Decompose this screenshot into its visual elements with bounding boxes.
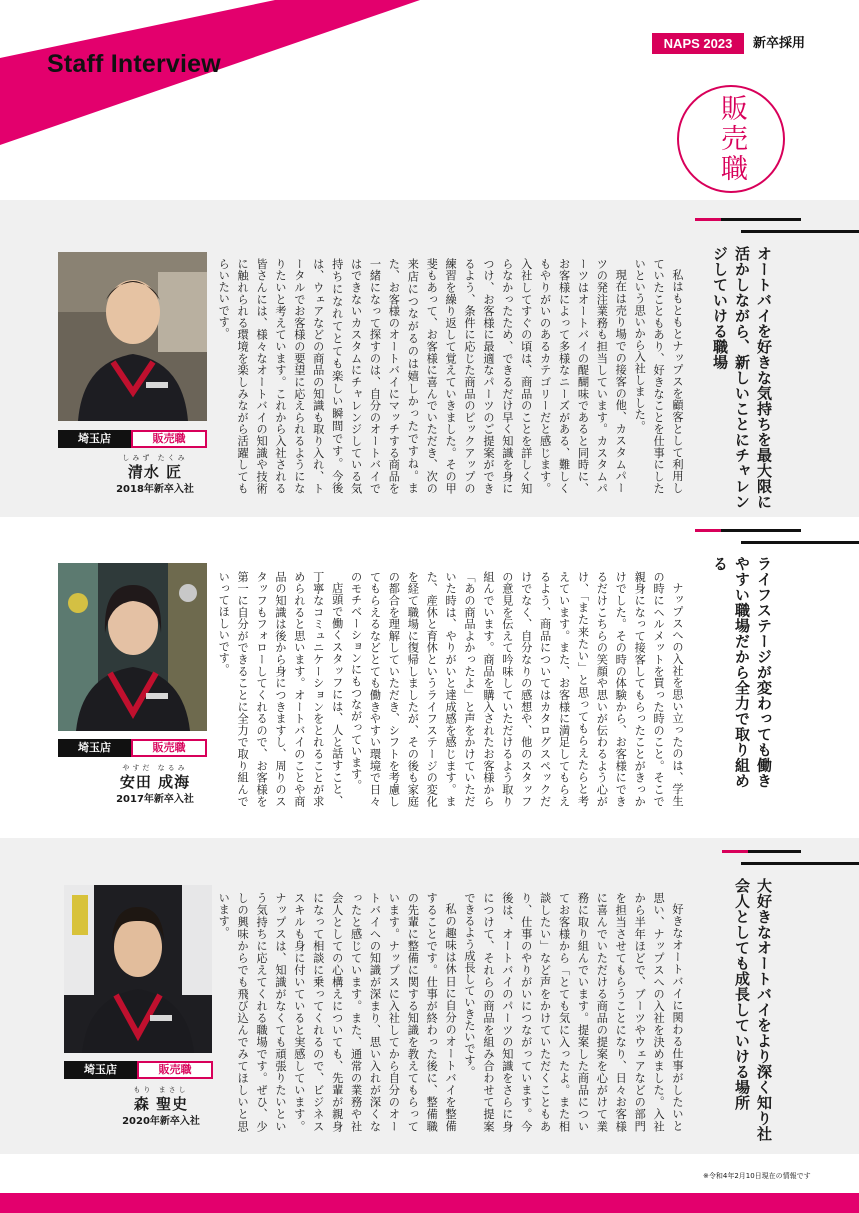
store-label-3: 埼玉店 <box>64 1061 137 1079</box>
staff-name-2: 安田 成海 <box>119 773 191 791</box>
interview-body-3 <box>217 892 686 1132</box>
staff-name-3: 森 聖史 <box>133 1095 189 1113</box>
footnote: ※令和4年2月10日現在の情報です <box>703 1172 811 1180</box>
heading-rule-2b <box>741 541 859 544</box>
interview-body-2 <box>217 571 686 807</box>
dept-label-3: 販売職 <box>137 1061 213 1079</box>
paragraph: 私はもともとナップスを顧客として利用していたこともあり、好きなことを仕事にしたいという思いから入社しました。 <box>633 258 684 494</box>
staff-name-1: 清水 匠 <box>127 463 183 481</box>
role-circle <box>677 85 785 193</box>
dept-label-2: 販売職 <box>131 739 207 757</box>
interview-heading-2: ライフステージが変わっても働きやすい職場だから全力で取り組める <box>711 556 773 789</box>
name-ruby-2: やすだ なるみ <box>122 764 188 772</box>
store-label-2: 埼玉店 <box>58 739 131 757</box>
paragraph: ナップスへの入社を思い立ったのは、学生の時にヘルメットを買った時のこと。そこで親身になって接客してもらったことがきっかけでした。その時の体験から、お客様にできるだけこちらの笑顔や思いが伝わるよう心がけ、「また来たい」と思ってもらえたらと考えています。また、お客様に満足してもらえるよう、商品についてはカタログスペックだけでなく、自分なりの感想や、他のスタッフの意見を伝えて吟味していただけるよう取り組んでいます。商品を購入されたお客様から「あの商品よかったよ」と声をかけていただいた時は、やりがいと達成感を感じます。また、産休と育休というライフステージの変化を経て職場に復帰しましたが、その後も家庭の都合を理解していただき、シフトを考慮してもらえるなどとても働きやすい環境で日々のモチベーションにもつながっています。 <box>349 571 684 807</box>
heading-accent-3 <box>722 850 748 853</box>
name-ruby-3: もり まさし <box>133 1086 189 1094</box>
heading-accent-2 <box>695 529 721 532</box>
joined-year-3: 2020年新卒入社 <box>122 1116 200 1127</box>
naps-badge: NAPS 2023 <box>652 33 744 54</box>
role-circle-text: 販売職 <box>716 94 747 184</box>
joined-year-2: 2017年新卒入社 <box>116 794 194 805</box>
store-label-1: 埼玉店 <box>58 430 131 448</box>
interview-heading-1: オートバイを好きな気持ちを最大限に活かしながら、新しいことにチャレンジしていける職場 <box>711 246 773 510</box>
heading-rule-3b <box>741 862 859 865</box>
recruit-label: 新卒採用 <box>753 36 806 51</box>
heading-rule-3 <box>748 850 801 853</box>
interview-body-1 <box>217 258 686 494</box>
paragraph: 現在は売り場での接客の他、カスタムパーツの発注業務も担当しています。カスタムパーツはオートバイの醍醐味であると同時に、お客様によって多様なニーズがある、難しくもやりがいのあるカテゴリーだと感じます。入社してすぐの頃は、商品のことを詳しく知らなかったため、できるだけ早く知識を身につけ、お客様に最適なパーツのご提案ができるよう、条件に応じた商品のピックアップの練習を繰り返して覚えていきました。その甲斐もあって、お客様に喜んでいただき、次の来店につながるのは嬉しかったですね。また、お客様のオートバイにマッチする商品を一緒になって探すのは、自分のオートバイではできないカスタムにチャレンジしている気持ちになれてとても楽しい瞬間です。今後は、ウェアなどの商品の知識も取り入れ、トータルでお客様の要望に応えられるようになりたいと考えています。これから入社される皆さんには、様々なオートバイの知識や技術に触れられる環境を楽しみながら活躍してもらいたいです。 <box>217 258 628 494</box>
heading-rule-2 <box>721 529 801 532</box>
heading-accent-1 <box>695 218 721 221</box>
paragraph: 好きなオートバイに関わる仕事がしたいと思い、ナップスへの入社を決めました。入社から半年ほどで、ブーツやウェアなどの部門を担当させてもらうことになり、日々お客様に喜んでいただける商品の提案を心がけて業務に取り組んでいます。提案した商品についてお客様から「とても気に入ったよ。また相談したい」など声をかけていただくこともあり、仕事のやりがいにつながっています。今後は、オートバイのパーツの知識をさらに身につけて、それらの商品を組み合わせて提案できるよう成長していきたいです。 <box>463 892 684 1132</box>
heading-rule-1 <box>721 218 801 221</box>
page-title: Staff Interview <box>47 50 221 78</box>
paragraph: 店頭で働くスタッフには、人と話すこと、丁寧なコミュニケーションをとれることが求められると思います。オートバイのことや商品の知識は後から身につきますし、周りのスタッフもフォローしてくれるので、お客様を第一に自分ができることに全力で取り組んでいってほしいです。 <box>217 571 344 807</box>
dept-label-1: 販売職 <box>131 430 207 448</box>
bottom-bar <box>0 1193 859 1213</box>
staff-photo-2 <box>58 563 207 731</box>
heading-rule-1b <box>741 230 859 233</box>
joined-year-1: 2018年新卒入社 <box>116 484 194 495</box>
staff-photo-1 <box>58 252 207 421</box>
name-ruby-1: しみず たくみ <box>122 454 188 462</box>
paragraph: 私の趣味は休日に自分のオートバイを整備することです。仕事が終わった後に、整備職の先輩に整備に関する知識を教えてもらっています。ナップスに入社してから自分のオートバイへの知識が深まり、思い入れが深くなったと感じています。また、通常の業務や社会人としての心構えについても、先輩が親身になって相談に乗ってくれるので、ビジネススキルも身に付いていると実感しています。ナップスは、知識がなくても頑張りたいという気持ちに応えてくれる職場です。ぜひ、少しの興味からでも飛び込んでみてほしいと思います。 <box>217 892 458 1132</box>
interview-heading-3: 大好きなオートバイをより深く知り社会人としても成長していける場所 <box>733 878 773 1142</box>
staff-photo-3 <box>64 885 212 1053</box>
